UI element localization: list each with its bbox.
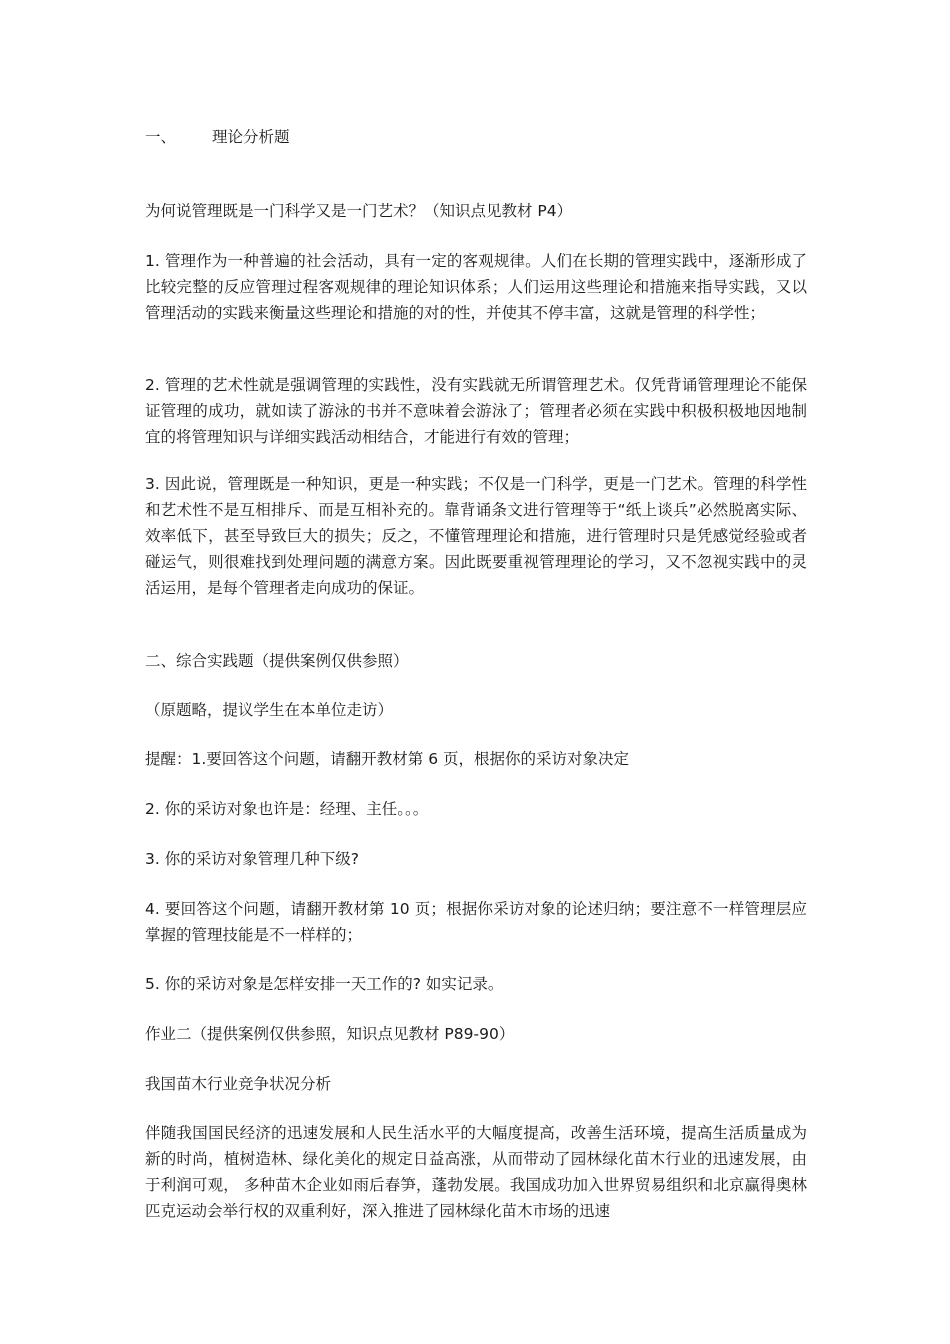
section-number: 一、 — [145, 128, 177, 146]
question-text: 为何说管理既是一门科学又是一门艺术？（知识点见教材 P4） — [145, 202, 573, 220]
assignment2-subtitle: 我国苗木行业竞争状况分析 — [145, 1075, 332, 1093]
answer-paragraph-2: 2. 管理的艺术性就是强调管理的实践性，没有实践就无所谓管理艺术。仅凭背诵管理理论不能保证管理的成功，就如读了游泳的书并不意味着会游泳了；管理者必须在实践中积极积极地因地制宜的将管理知识与详细实践活动相结合，才能进行有效的管理； — [145, 376, 807, 446]
answer-paragraph-3: 3. 因此说，管理既是一种知识，更是一种实践；不仅是一门科学，更是一门艺术。管理的科学性和艺术性不是互相排斥、而是互相补充的。靠背诵条文进行管理等于“纸上谈兵”必然脱离实际、效率低下，甚至导致巨大的损失；反之，不懂管理理论和措施，进行管理时只是凭感觉经验或者碰运气，则很难找到处理问题的满意方案。因此既要重视管理理论的学习，又不忽视实践中的灵活运用，是每个管理者走向成功的保证。 — [145, 475, 807, 597]
assignment2-title: 作业二（提供案例仅供参照，知识点见教材 P89-90） — [145, 1025, 515, 1043]
section-heading-1 — [145, 124, 807, 150]
section2-item-5: 5. 你的采访对象是怎样安排一天工作的? 如实记录。 — [145, 975, 504, 993]
section2-hint: 提醒：1.要回答这个问题，请翻开教材第 6 页，根据你的采访对象决定 — [145, 750, 630, 768]
section2-note: （原题略，提议学生在本单位走访） — [145, 701, 394, 719]
assignment2-body: 伴随我国国民经济的迅速发展和人民生活水平的大幅度提高，改善生活环境，提高生活质量成为新的时尚，植树造林、绿化美化的规定日益高涨，从而带动了园林绿化苗木行业的迅速发展，由于利润可观， 多种苗木企业如雨后春笋，蓬勃发展。我国成功加入世界贸易组织和北京赢得奥林匹克运动会举行权的双重利好，深入推进了园林绿化苗木市场的迅速 — [145, 1124, 807, 1220]
section2-item-2: 2. 你的采访对象也许是：经理、主任。。。 — [145, 800, 429, 818]
section-heading-2: 二、综合实践题（提供案例仅供参照） — [145, 652, 409, 670]
answer-paragraph-1: 1. 管理作为一种普遍的社会活动，具有一定的客观规律。人们在长期的管理实践中，逐渐形成了比较完整的反应管理过程客观规律的理论知识体系；人们运用这些理论和措施来指导实践，又以管理活动的实践来衡量这些理论和措施的对的性，并使其不停丰富，这就是管理的科学性； — [145, 252, 807, 322]
section2-item-4: 4. 要回答这个问题，请翻开教材第 10 页；根据你采访对象的论述归纳；要注意不一样管理层应掌握的管理技能是不一样样的； — [145, 900, 807, 944]
section-title: 理论分析题 — [212, 128, 290, 146]
section2-item-3: 3. 你的采访对象管理几种下级? — [145, 850, 359, 868]
